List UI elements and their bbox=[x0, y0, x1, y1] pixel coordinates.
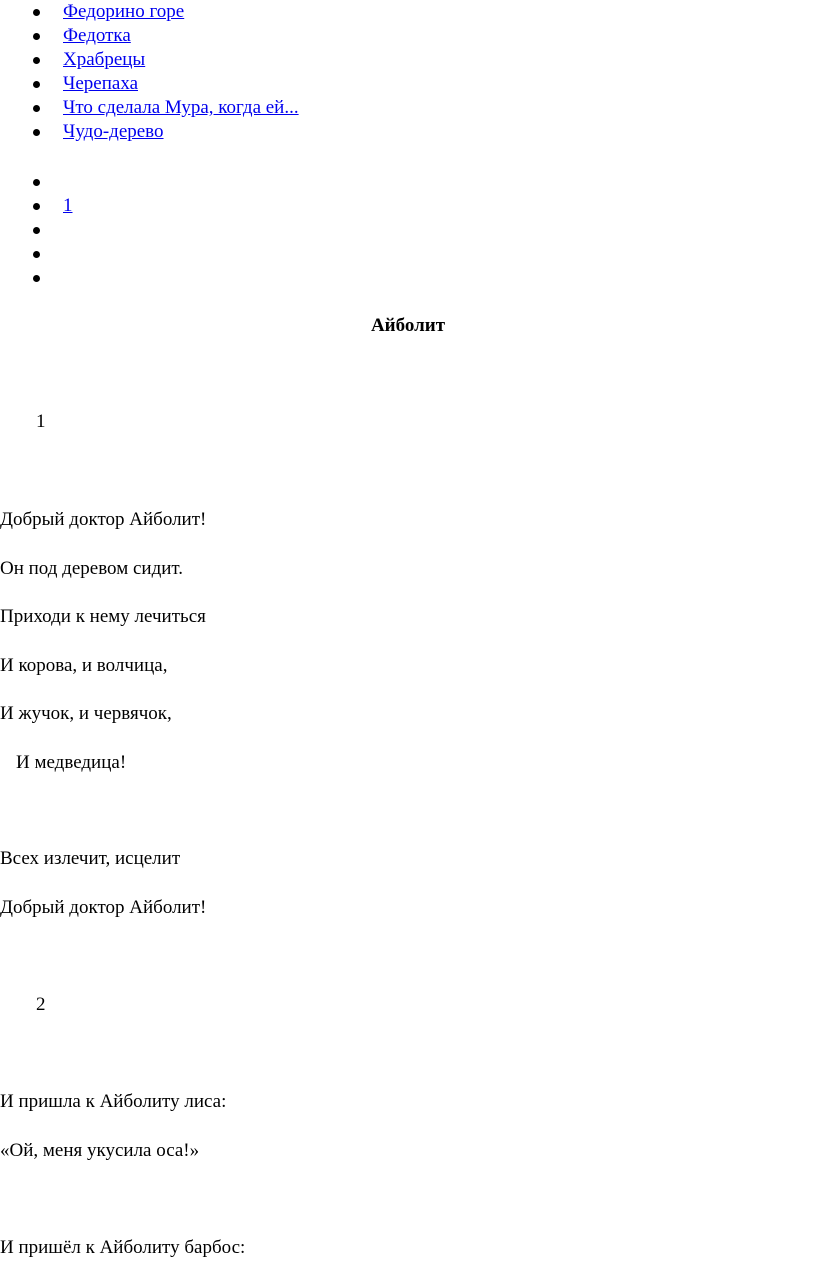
poem-line: И пришла к Айболиту лиса: bbox=[0, 1091, 227, 1112]
list-item bbox=[0, 96, 816, 120]
section-number-1: 1 bbox=[36, 411, 46, 432]
pagination-item bbox=[0, 194, 816, 218]
poem-line: И пришёл к Айболиту барбос: bbox=[0, 1237, 246, 1258]
bullet-icon bbox=[33, 227, 40, 234]
poem-line: «Ой, меня укусила оса!» bbox=[0, 1140, 200, 1161]
section-number-2: 2 bbox=[36, 994, 46, 1015]
poem-line: Добрый доктор Айболит! bbox=[0, 509, 207, 530]
pagination-item bbox=[0, 218, 816, 242]
list-item bbox=[0, 48, 816, 72]
poem-line: И корова, и волчица, bbox=[0, 655, 168, 676]
story-link-khrabretsy[interactable]: Храбрецы bbox=[63, 49, 146, 70]
poem-line: Он под деревом сидит. bbox=[0, 558, 184, 579]
bullet-icon bbox=[33, 179, 40, 186]
bullet-icon bbox=[33, 9, 40, 16]
bullet-icon bbox=[33, 275, 40, 282]
poem-title: Айболит bbox=[370, 315, 446, 336]
list-item bbox=[0, 24, 816, 48]
page-link-1[interactable]: 1 bbox=[63, 195, 73, 216]
story-link-fedotka[interactable]: Федотка bbox=[63, 25, 131, 46]
bullet-icon bbox=[33, 129, 40, 136]
pagination-item bbox=[0, 266, 816, 290]
poem-line: И медведица! bbox=[16, 752, 127, 773]
pagination-list bbox=[0, 170, 816, 290]
poem-line: Приходи к нему лечиться bbox=[0, 606, 206, 627]
poem-line: Всех излечит, исцелит bbox=[0, 848, 181, 869]
poem-line: Добрый доктор Айболит! bbox=[0, 897, 207, 918]
poem-line: И жучок, и червячок, bbox=[0, 703, 172, 724]
bullet-icon bbox=[33, 251, 40, 258]
bullet-icon bbox=[33, 57, 40, 64]
list-item bbox=[0, 0, 816, 24]
bullet-icon bbox=[33, 33, 40, 40]
pagination-item bbox=[0, 170, 816, 194]
story-link-cherepakha[interactable]: Черепаха bbox=[63, 73, 138, 94]
story-link-chto-sdelala-mura[interactable]: Что сделала Мура, когда ей... bbox=[63, 97, 299, 118]
bullet-icon bbox=[33, 203, 40, 210]
bullet-icon bbox=[33, 81, 40, 88]
pagination-item bbox=[0, 242, 816, 266]
bullet-icon bbox=[33, 105, 40, 112]
list-item bbox=[0, 72, 816, 96]
story-links-list bbox=[0, 0, 816, 144]
story-link-fedorino-gore[interactable]: Федорино горе bbox=[63, 1, 185, 22]
list-item bbox=[0, 120, 816, 144]
story-link-chudo-derevo[interactable]: Чудо-дерево bbox=[63, 121, 164, 142]
